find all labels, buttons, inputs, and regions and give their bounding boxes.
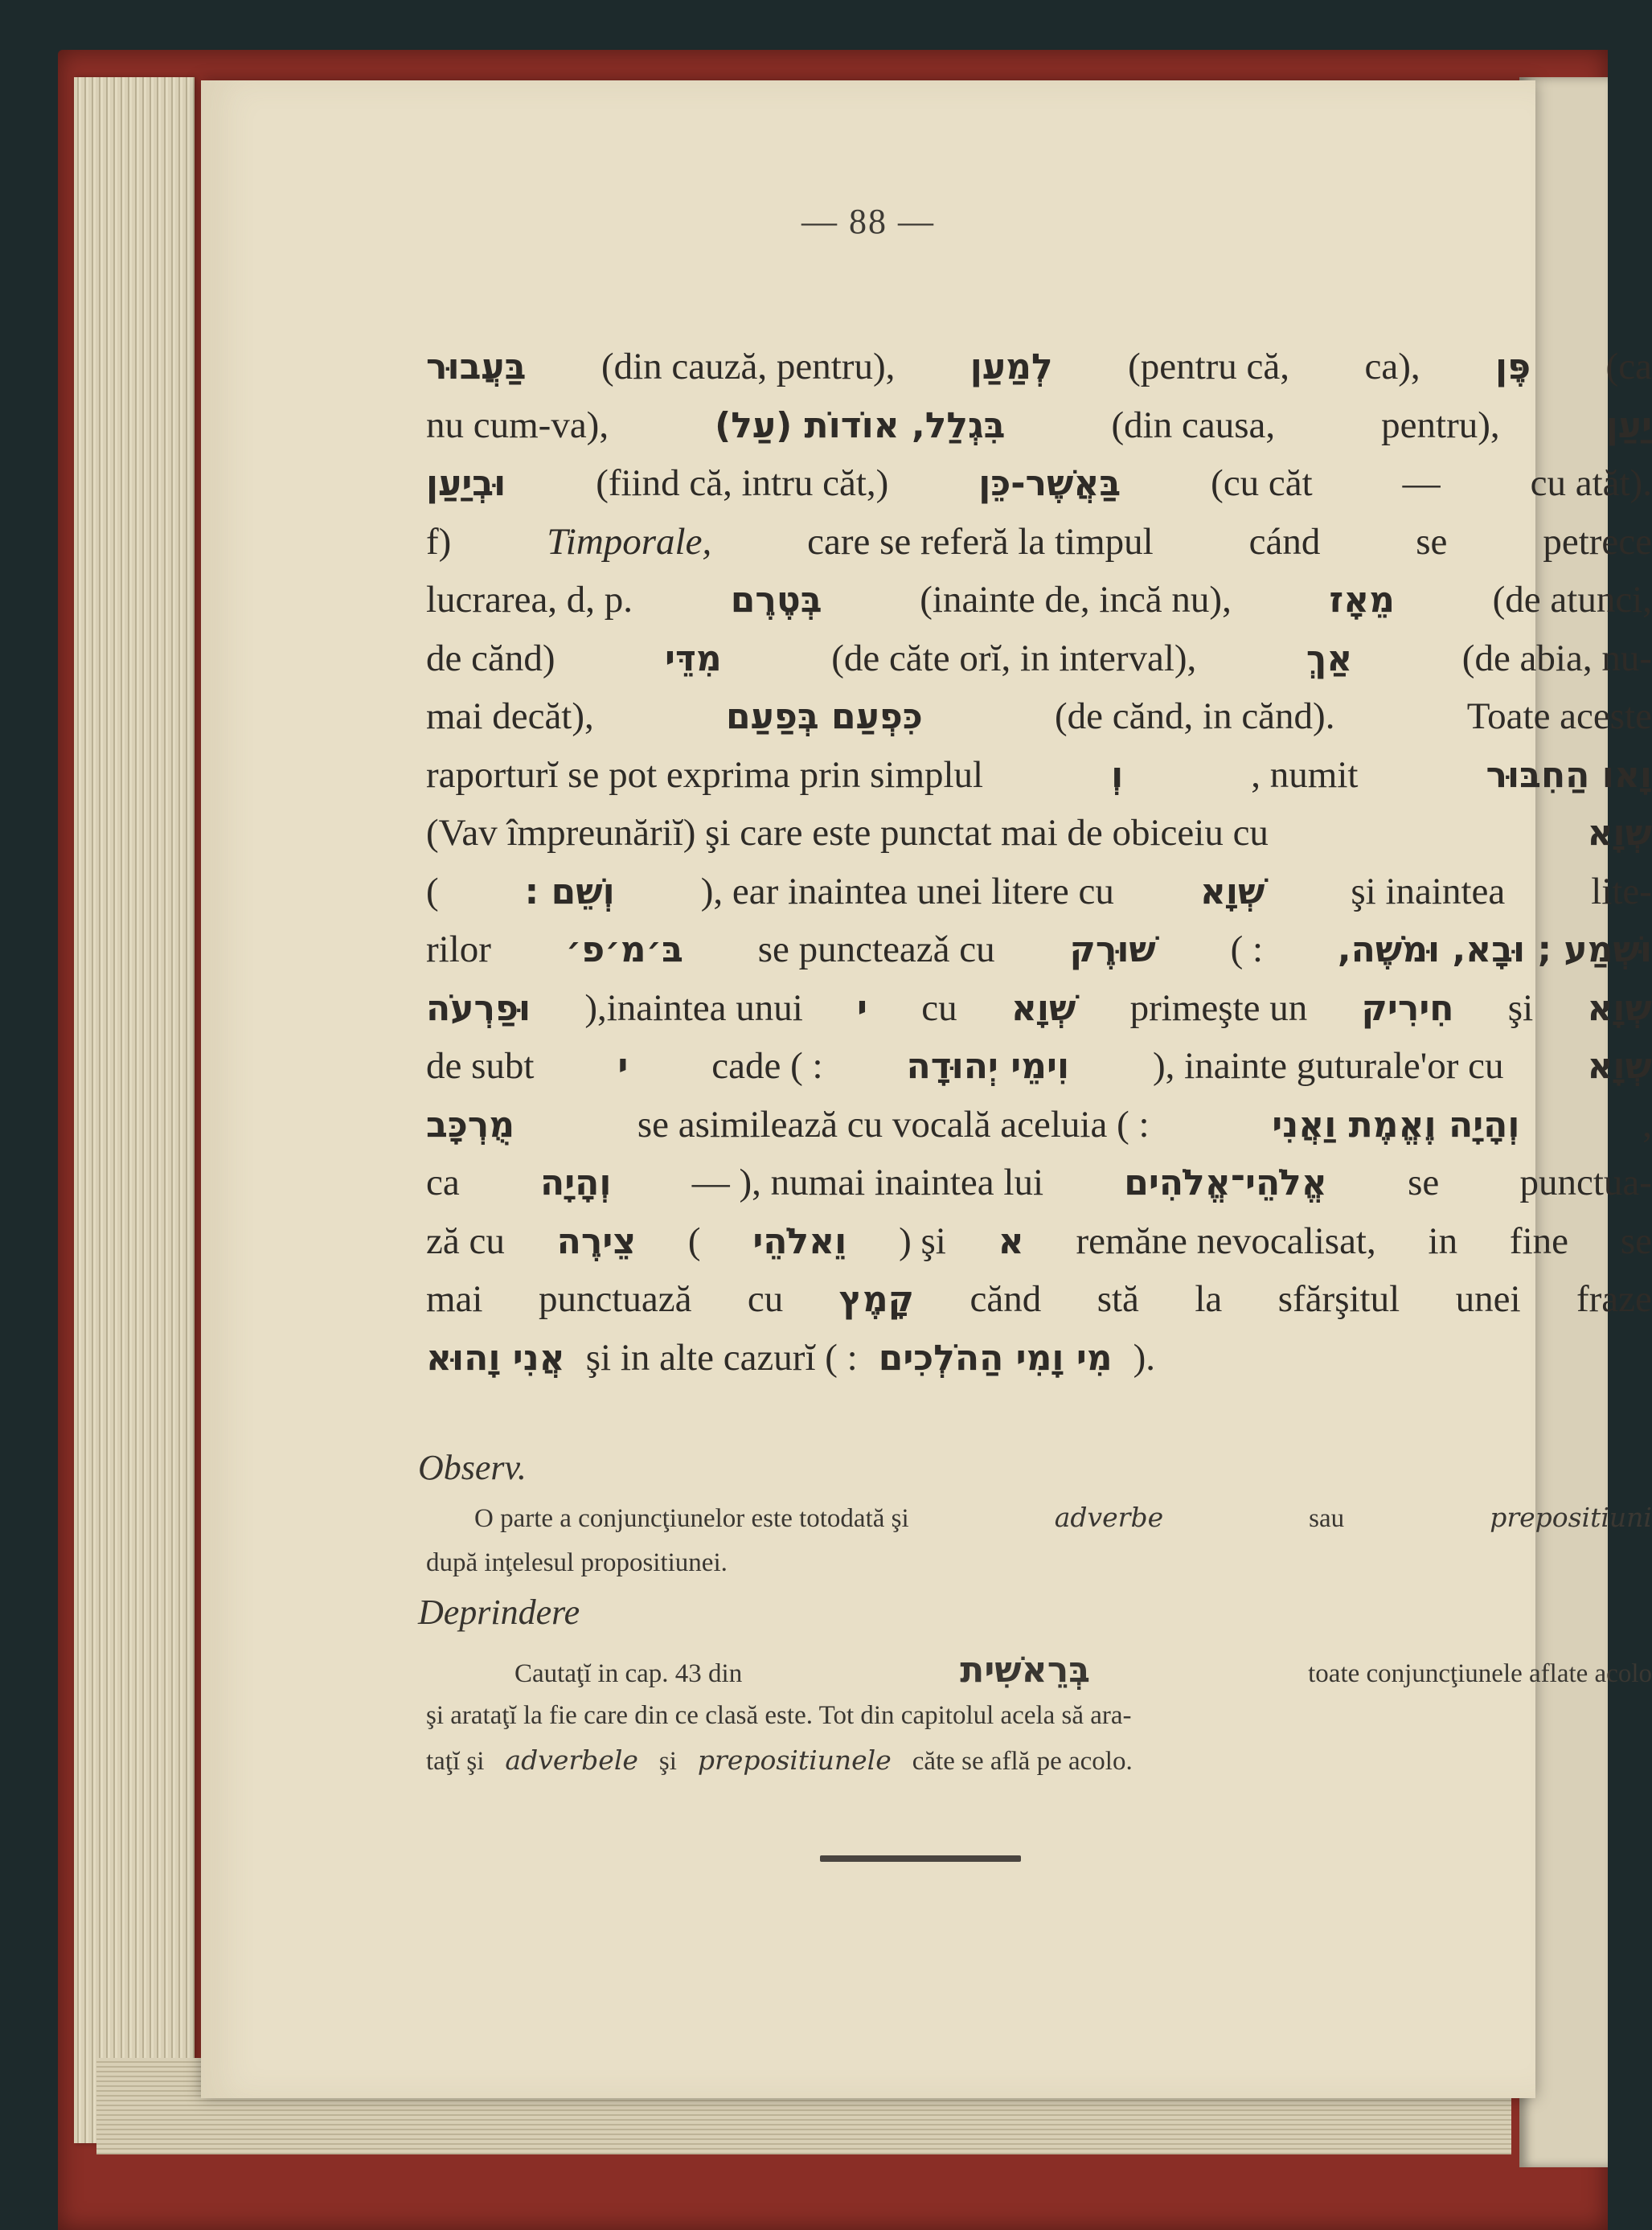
text-line (426, 920, 1652, 979)
hebrew-word: וְהָיָה (539, 1162, 612, 1203)
hebrew-word: וּבְיַעַן (426, 463, 506, 504)
text-segment: unei (1455, 1278, 1521, 1320)
text-segment: ),inaintea unui (584, 986, 803, 1029)
text-segment: punctua- (1519, 1162, 1652, 1203)
text-segment: (de cănd, in cănd). (1055, 695, 1335, 737)
hebrew-word: וּשְׁמַע ; וּבָא, וּמֹשֶׁה, (1337, 929, 1652, 970)
text-line (426, 1495, 1652, 1540)
text-segment: şi (1507, 986, 1534, 1029)
text-segment: ), ear inaintea unei litere cu (700, 870, 1114, 912)
text-line (426, 454, 1652, 513)
text-segment: se (1620, 1220, 1652, 1262)
text-line (426, 1096, 1652, 1154)
hebrew-word: מִדֵּי (665, 637, 722, 679)
text-segment: stă (1097, 1278, 1139, 1320)
hebrew-word: כִּפְעַם בְּפַעַם (726, 696, 923, 737)
text-segment: ). (1133, 1336, 1156, 1379)
text-segment: — ), numai inaintea lui (691, 1162, 1044, 1203)
text-line (426, 979, 1652, 1038)
hebrew-word: מֻרְכָּב (426, 1104, 515, 1146)
text-segment: ca), (1364, 346, 1420, 387)
text-segment: cánd (1248, 520, 1321, 563)
text-segment: fraze (1576, 1278, 1652, 1320)
text-segment: şi in alte cazurĭ ( : (585, 1336, 858, 1379)
text-segment: toate conjuncţiunele aflate acolo (1308, 1659, 1652, 1688)
text-segment: cade ( : (711, 1045, 823, 1087)
text-segment: ) şi (899, 1220, 946, 1262)
text-segment: ), inainte guturale'or cu (1152, 1045, 1504, 1087)
hebrew-word: שְׁוָא (1587, 813, 1652, 854)
text-segment: , numit (1251, 753, 1359, 796)
text-segment: (din cauză, pentru), (601, 346, 896, 387)
text-segment: (de abia, nu- (1461, 637, 1652, 679)
text-line (426, 338, 1652, 396)
text-segment: (ca (1605, 346, 1652, 387)
text-segment: rilor (426, 928, 491, 970)
text-segment: pentru), (1381, 404, 1500, 446)
text-segment: — (1402, 462, 1441, 504)
text-segment: căte se află pe acolo. (912, 1747, 1133, 1776)
hebrew-word: וֵאלֹהֵי (752, 1220, 847, 1262)
text-segment: cu (747, 1278, 784, 1320)
text-segment: Timporale, (547, 520, 712, 563)
observation-heading: Observ. (418, 1448, 527, 1487)
text-segment: cu (921, 986, 957, 1029)
text-line (426, 1540, 1652, 1585)
hebrew-word: א (998, 1220, 1024, 1262)
hebrew-word: בְּטֶרֶם (730, 580, 822, 621)
text-line (426, 513, 1652, 572)
text-segment: raporturĭ se pot exprima prin simplul (426, 753, 984, 796)
hebrew-word: שְׁוָא (1010, 987, 1076, 1029)
text-segment: se (1416, 520, 1448, 563)
text-segment: ca (426, 1162, 460, 1203)
text-segment: şi arataţĭ la fie care din ce clasă este. Tot din capitolul acela să ara- (426, 1701, 1132, 1730)
text-line (426, 629, 1652, 688)
text-segment: care se referă la timpul (807, 520, 1154, 563)
hebrew-word: וָאו הַחִבּוּר (1486, 754, 1652, 796)
text-segment: punctuază (538, 1278, 692, 1320)
text-segment: cu atăt). (1530, 462, 1652, 504)
text-segment: mai (426, 1278, 483, 1320)
text-line (426, 863, 1652, 921)
text-segment: şi inaintea (1351, 870, 1506, 912)
text-segment: Toate aceste (1466, 695, 1652, 737)
text-segment: Cautaţĭ in cap. 43 din (514, 1659, 743, 1688)
hebrew-word: חִירִיק (1361, 987, 1454, 1029)
text-segment: la (1195, 1278, 1223, 1320)
text-segment: remăne nevocalisat, (1076, 1220, 1376, 1262)
text-segment: lucrarea, d, p. (426, 579, 633, 621)
text-segment: prepositiuni (1490, 1502, 1652, 1533)
hebrew-word: וְהָיָה וֶאֱמֶת וַאֲנִי (1272, 1104, 1520, 1146)
text-segment: , (1642, 1103, 1652, 1146)
text-segment: (de atunci, (1492, 579, 1652, 621)
hebrew-word: שְׁוָא (1199, 871, 1265, 912)
text-line (426, 746, 1652, 805)
hebrew-word: אֱלֹהֵי־אֱלֹהִים (1124, 1162, 1327, 1203)
text-segment: (din causa, (1111, 404, 1276, 446)
text-segment: şi (658, 1747, 677, 1776)
hebrew-word: אַךְ (1306, 637, 1353, 679)
hebrew-word: שְׁוָא (1587, 987, 1652, 1029)
text-segment: nu cum-va), (426, 404, 609, 446)
page-number: — 88 — (801, 202, 935, 241)
text-line (426, 804, 1652, 863)
hebrew-word: מֵאָז (1329, 580, 1395, 621)
page-edges (74, 77, 195, 2143)
text-segment: primeşte un (1129, 986, 1308, 1029)
text-segment: după inţelesul propositiunei. (426, 1548, 728, 1577)
text-segment: sfărşitul (1277, 1278, 1400, 1320)
text-segment: ză cu (426, 1220, 505, 1262)
text-segment: (Vav împreunăriĭ) şi care este punctat mai de obiceiu cu (426, 812, 1269, 854)
hebrew-word: לְמַעַן (969, 346, 1053, 387)
text-segment: ( : (1230, 928, 1264, 970)
text-line (426, 1693, 1652, 1738)
text-segment: de subt (426, 1045, 535, 1087)
text-line (426, 1212, 1652, 1271)
hebrew-word: צֵירֶה (556, 1220, 637, 1262)
text-line (426, 571, 1652, 629)
hebrew-word: וִימֵי יְהוּדָה (906, 1046, 1070, 1087)
text-segment: fine (1509, 1220, 1568, 1262)
text-segment: cănd (969, 1278, 1042, 1320)
observation-text (426, 1495, 1652, 1585)
text-line (426, 1037, 1652, 1096)
hebrew-word: וְ (1111, 754, 1124, 796)
text-segment: ( (426, 870, 439, 912)
text-segment: taţĭ şi (426, 1747, 485, 1776)
closing-rule (820, 1855, 1021, 1862)
hebrew-word: שׁוּרֶק (1069, 929, 1156, 970)
text-segment: lite- (1591, 870, 1652, 912)
text-segment: O parte a conjuncţiunelor este totodată şi (474, 1504, 909, 1533)
exercise-text (426, 1648, 1652, 1783)
text-line (426, 1648, 1652, 1693)
hebrew-word: בַּאֲשֶׁר-כֵּן (978, 463, 1121, 504)
hebrew-word: וּפַרְעֹה (426, 987, 531, 1029)
hebrew-word: י (617, 1046, 629, 1087)
hebrew-word: בִּגְלַל, אוֹדוֹת (עַל) (715, 404, 1006, 446)
text-segment: (inainte de, incă nu), (920, 579, 1232, 621)
text-segment: in (1428, 1220, 1458, 1262)
text-segment: prepositiunele (697, 1744, 892, 1776)
text-segment: se puncteazǎ cu (757, 928, 995, 970)
hebrew-word: בְּרֵאשִׁית (960, 1650, 1091, 1691)
text-segment: adverbele (505, 1744, 638, 1776)
hebrew-word: בּ׳מ׳פ׳ (565, 929, 683, 970)
hebrew-word: אֲנִי וָהוּא (426, 1337, 565, 1379)
text-line (426, 396, 1652, 455)
hebrew-word: מִי וָמִי הַהֹלְכִים (878, 1337, 1113, 1379)
text-segment: de cănd) (426, 637, 555, 679)
hebrew-word: י (857, 987, 868, 1029)
text-segment: (de căte orĭ, in interval), (831, 637, 1197, 679)
text-segment: se asimilează cu vocală aceluia ( : (637, 1103, 1150, 1146)
hebrew-word: שְׁוָא (1587, 1046, 1652, 1087)
exercise-heading: Deprindere (418, 1593, 580, 1632)
text-line (426, 1329, 1652, 1388)
text-segment: f) (426, 520, 452, 563)
text-line (426, 1270, 1652, 1329)
text-segment: mai decăt), (426, 695, 594, 737)
text-segment: sau (1309, 1504, 1345, 1533)
hebrew-word: קָמֶץ (838, 1279, 915, 1320)
hebrew-word: וְשֵׁם : (524, 871, 615, 912)
text-line (426, 1738, 1652, 1783)
text-segment: (pentru că, (1128, 346, 1290, 387)
hebrew-word: יַעַן (1605, 404, 1652, 446)
text-segment: petrece (1543, 520, 1652, 563)
text-segment: adverbe (1054, 1502, 1164, 1533)
text-line (426, 687, 1652, 746)
text-segment: se (1408, 1162, 1440, 1203)
text-segment: ( (687, 1220, 701, 1262)
main-text (426, 338, 1652, 1387)
book-page (201, 80, 1652, 2098)
text-segment: (cu căt (1211, 462, 1313, 504)
text-line (426, 1154, 1652, 1212)
text-segment: (fiind că, intru căt,) (596, 462, 889, 504)
hebrew-word: פֶּן (1495, 346, 1531, 387)
hebrew-word: בַּעֲבוּר (426, 346, 527, 387)
